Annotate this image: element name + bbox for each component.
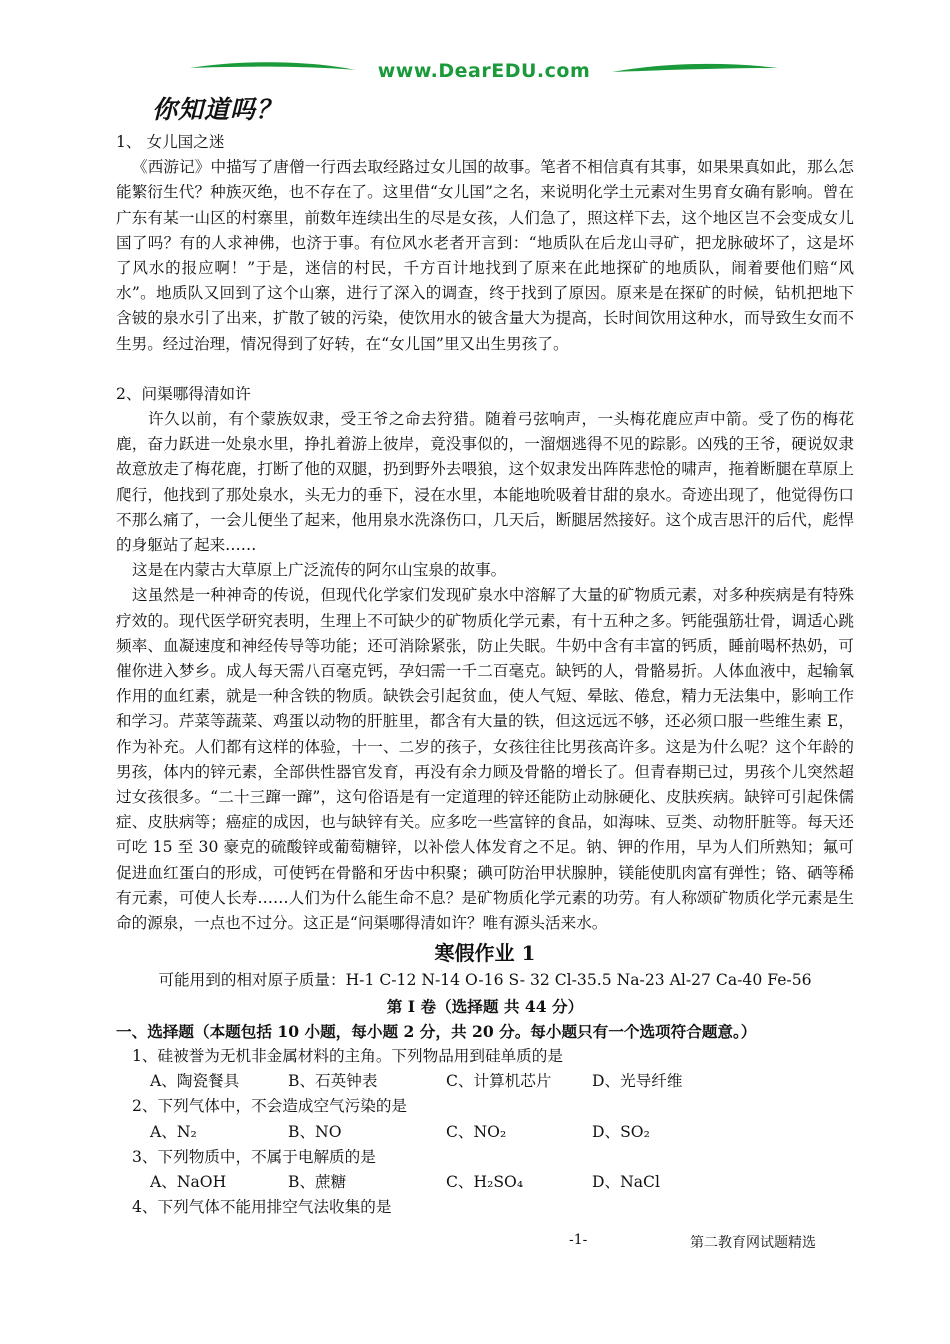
question-2: 2、下列气体中，不会造成空气污染的是	[132, 1097, 408, 1116]
option-d: D、NaCl	[592, 1172, 660, 1191]
option-b: B、石英钟表	[288, 1072, 378, 1091]
option-d: D、SO₂	[592, 1122, 650, 1141]
section2-title: 2、问渠哪得清如许	[116, 384, 251, 403]
site-banner	[188, 56, 780, 90]
question-4: 4、下列气体不能用排空气法收集的是	[132, 1198, 392, 1217]
section2-paragraph-2: 这是在内蒙古大草原上广泛流传的阿尔山宝泉的故事。	[132, 561, 507, 580]
option-d: D、光导纤维	[592, 1072, 683, 1091]
page-heading: 你知道吗？	[152, 95, 283, 124]
section1-title: 1、 女儿国之迷	[116, 133, 225, 151]
question-1-options	[116, 1069, 854, 1094]
part-heading: 第 I 卷（选择题 共 44 分）	[386, 996, 584, 1016]
page-number: -1-	[569, 1232, 588, 1248]
option-a: A、NaOH	[150, 1172, 227, 1191]
question-3: 3、下列物质中，不属于电解质的是	[132, 1147, 376, 1166]
question-1: 1、硅被誉为无机非金属材料的主角。下列物品用到硅单质的是	[132, 1046, 563, 1065]
option-a: A、陶瓷餐具	[150, 1072, 240, 1091]
section2-paragraph-3: 这虽然是一种神奇的传说，但现代化学家们发现矿泉水中溶解了大量的矿物质元素，对多种疾病是有特殊疗效的。现代医学研究表明，生理上不可缺少的矿物质化学元素，有十五种之多。钙能强筋壮骨，调适心跳频率、血凝速度和神经传导等功能；还可消除紧张，防止失眠。牛奶中含有丰富的钙质，睡前喝杯热奶，可催你进入梦乡。成人每天需八百毫克钙，孕妇需一千二百毫克。缺钙的人，骨骼易折。人体血液中，起输氧作用的血红素，就是一种含铁的物质。缺铁会引起贫血，使人气短、晕眩、倦怠，精力无法集中，影响工作和学习。芹菜等蔬菜、鸡蛋以动物的肝脏里，都含有大量的铁，但这远远不够，还必须口服一些维生素 E，作为补充。人们都有这样的体验，十一、二岁的孩子，女孩往往比男孩高许多。这是为什么呢？这个年龄的男孩，体内的锌元素，全部供性器官发育，再没有余力顾及骨骼的增长了。但青春期已过，男孩个儿突然超过女孩很多。“二十三蹿一蹿”，这句俗语是有一定道理的锌还能防止动脉硬化、皮肤疾病。缺锌可引起侏儒症、皮肤病等；癌症的成因，也与缺锌有关。应多吃一些富锌的食品，如海味、豆类、动物肝脏等。每天还可吃 15 至 30 豪克的硫酸锌或葡萄糖锌，以补偿人体发育之不足。钠、钾的作用，早为人们所熟知；氟可促进血红蛋白的形成，可使钙在骨骼和牙齿中积聚；碘可防治甲状腺肿，镁能使肌肉富有弹性；铬、硒等稀有元素，可使人长寿……人们为什么能生命不息？是矿物质化学元素的功劳。有人称颂矿物质化学元素是生命的源泉，一点也不过分。这正是“问渠哪得清如许？唯有源头活来水。	[116, 586, 854, 933]
option-b: B、蔗糖	[288, 1172, 347, 1191]
option-b: B、NO	[288, 1122, 342, 1141]
option-c: C、计算机芯片	[446, 1072, 552, 1091]
site-url[interactable]: www.DearEDU.com	[377, 60, 591, 82]
section2-paragraph-1: 许久以前，有个蒙族奴隶，受王爷之命去狩猎。随着弓弦响声，一头梅花鹿应声中箭。受了伤的梅花鹿，奋力跃进一处泉水里，挣扎着游上彼岸，竟没事似的，一溜烟逃得不见的踪影。凶残的王爷，硬说奴隶故意放走了梅花鹿，打断了他的双腿，扔到野外去喂狼，这个奴隶发出阵阵悲怆的啸声，拖着断腿在草原上爬行，他找到了那处泉水，头无力的垂下，浸在水里，本能地吮吸着甘甜的泉水。奇迹出现了，他觉得伤口不那么痛了，一会儿便坐了起来，他用泉水洗涤伤口，几天后，断腿居然接好。这个成吉思汗的后代，彪悍的身躯站了起来……	[116, 410, 854, 555]
section-instructions: 一、选择题（本题包括 10 小题，每小题 2 分，共 20 分。每小题只有一个选项符合题意。）	[116, 1021, 757, 1041]
option-c: C、H₂SO₄	[446, 1172, 524, 1191]
option-c: C、NO₂	[446, 1122, 507, 1141]
main-content	[116, 130, 854, 1220]
question-3-options	[116, 1170, 854, 1195]
question-2-options	[116, 1120, 854, 1145]
footer-site-name: 第二教育网试题精选	[690, 1235, 816, 1251]
section1-paragraph: 《西游记》中描写了唐僧一行西去取经路过女儿国的故事。笔者不相信真有其事，如果果真如此，那么怎能繁衍生代？种族灭绝，也不存在了。这里借“女儿国”之名，来说明化学土元素对生男育女确有影响。曾在广东有某一山区的村寨里，前数年连续出生的尽是女孩，人们急了，照这样下去，这个地区岂不会变成女儿国了吗？有的人求神佛，也济于事。有位风水老者开言到：“地质队在后龙山寻矿，把龙脉破坏了，这是坏了风水的报应啊！”于是，迷信的村民，千方百计地找到了原来在此地探矿的地质队，闹着要他们赔“风水”。地质队又回到了这个山寨，进行了深入的调查，终于找到了原因。原来是在探矿的时候，钻机把地下含铍的泉水引了出来，扩散了铍的污染，使饮用水的铍含量大为提高，长时间饮用这种水，而导致生女而不生男。经过治理，情况得到了好转，在“女儿国”里又出生男孩了。	[116, 158, 854, 353]
option-a: A、N₂	[150, 1122, 197, 1141]
homework-title: 寒假作业 1	[434, 941, 536, 966]
atomic-masses: 可能用到的相对原子质量：H-1 C-12 N-14 O-16 S- 32 Cl-35.5 Na-23 Al-27 Ca-40 Fe-56	[158, 971, 812, 990]
